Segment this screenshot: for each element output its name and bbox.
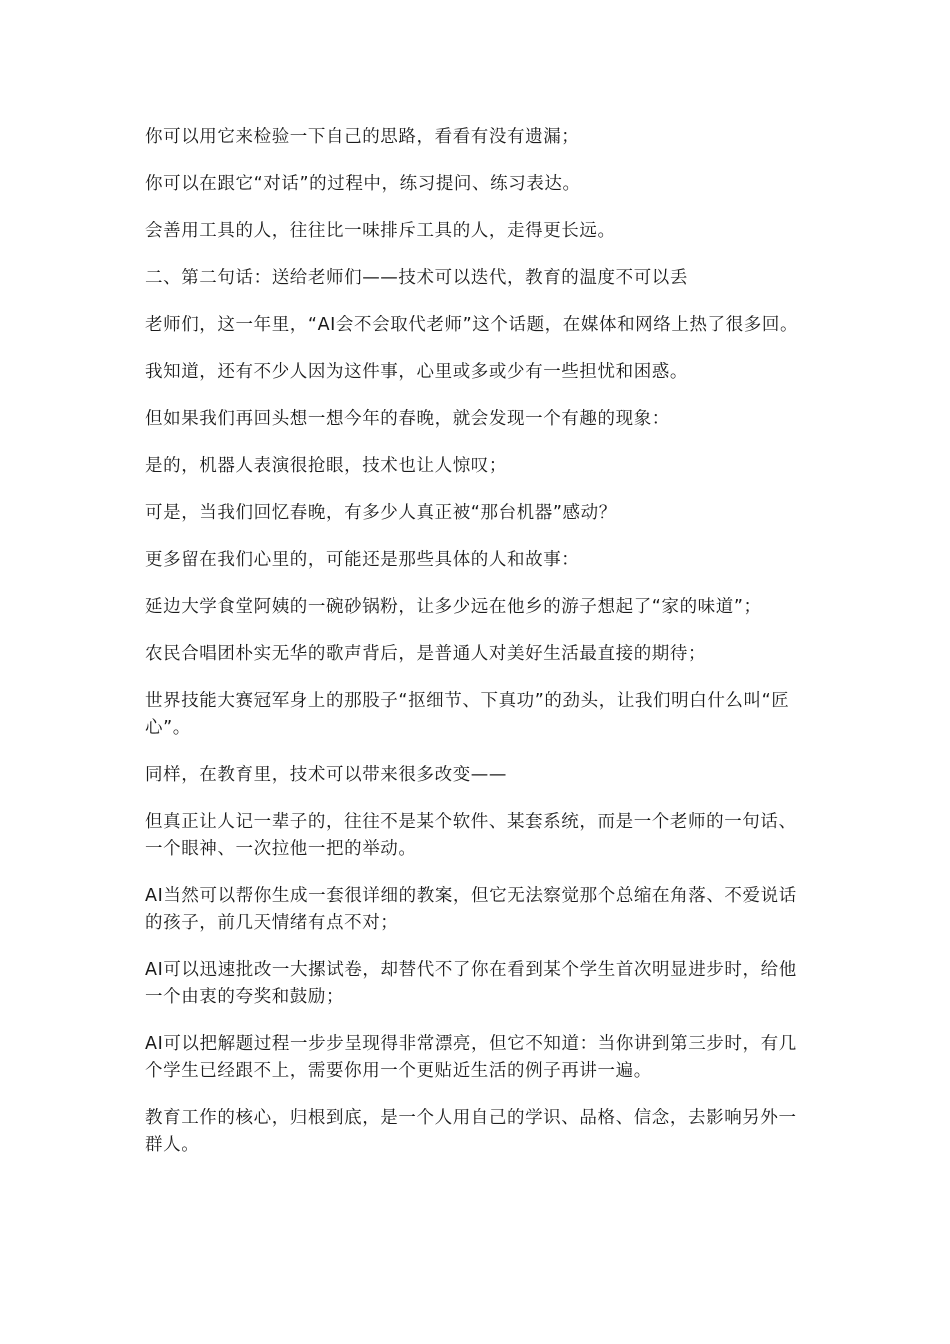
- paragraph: 延边大学食堂阿姨的一碗砂锅粉，让多少远在他乡的游子想起了“家的味道”；: [145, 597, 762, 617]
- paragraph: 老师们，这一年里，“AI会不会取代老师”这个话题，在媒体和网络上热了很多回。: [145, 315, 799, 335]
- paragraph: 你可以在跟它“对话”的过程中，练习提问、练习表达。: [145, 174, 581, 194]
- paragraph: AI当然可以帮你生成一套很详细的教案，但它无法察觉那个总缩在角落、不爱说话的孩子，前几天情绪有点不对；: [145, 886, 797, 933]
- paragraph: 可是，当我们回忆春晚，有多少人真正被“那台机器”感动？: [145, 503, 617, 523]
- paragraph: AI可以迅速批改一大摞试卷，却替代不了你在看到某个学生首次明显进步时，给他一个由衷的夸奖和鼓励；: [145, 960, 797, 1007]
- section-heading: 二、第二句话：送给老师们——技术可以迭代，教育的温度不可以丢: [145, 268, 688, 288]
- paragraph: 农民合唱团朴实无华的歌声背后，是普通人对美好生活最直接的期待；: [145, 644, 707, 664]
- paragraph: 是的，机器人表演很抢眼，技术也让人惊叹；: [145, 456, 507, 476]
- paragraph: 教育工作的核心，归根到底，是一个人用自己的学识、品格、信念，去影响另外一群人。: [145, 1108, 797, 1155]
- paragraph: 你可以用它来检验一下自己的思路，看看有没有遗漏；: [145, 127, 580, 147]
- paragraph: 更多留在我们心里的，可能还是那些具体的人和故事：: [145, 550, 580, 570]
- paragraph: 会善用工具的人，往往比一味排斥工具的人，走得更长远。: [145, 221, 616, 241]
- document-body: [145, 124, 810, 1179]
- paragraph: AI可以把解题过程一步步呈现得非常漂亮，但它不知道：当你讲到第三步时，有几个学生已经跟不上，需要你用一个更贴近生活的例子再讲一遍。: [145, 1034, 797, 1081]
- paragraph: 同样，在教育里，技术可以带来很多改变——: [145, 765, 507, 785]
- paragraph: 但如果我们再回头想一想今年的春晚，就会发现一个有趣的现象：: [145, 409, 670, 429]
- paragraph: 世界技能大赛冠军身上的那股子“抠细节、下真功”的劲头，让我们明白什么叫“匠心”。: [145, 691, 790, 738]
- paragraph: 但真正让人记一辈子的，往往不是某个软件、某套系统，而是一个老师的一句话、一个眼神、一次拉他一把的举动。: [145, 812, 797, 859]
- paragraph: 我知道，还有不少人因为这件事，心里或多或少有一些担忧和困惑。: [145, 362, 688, 382]
